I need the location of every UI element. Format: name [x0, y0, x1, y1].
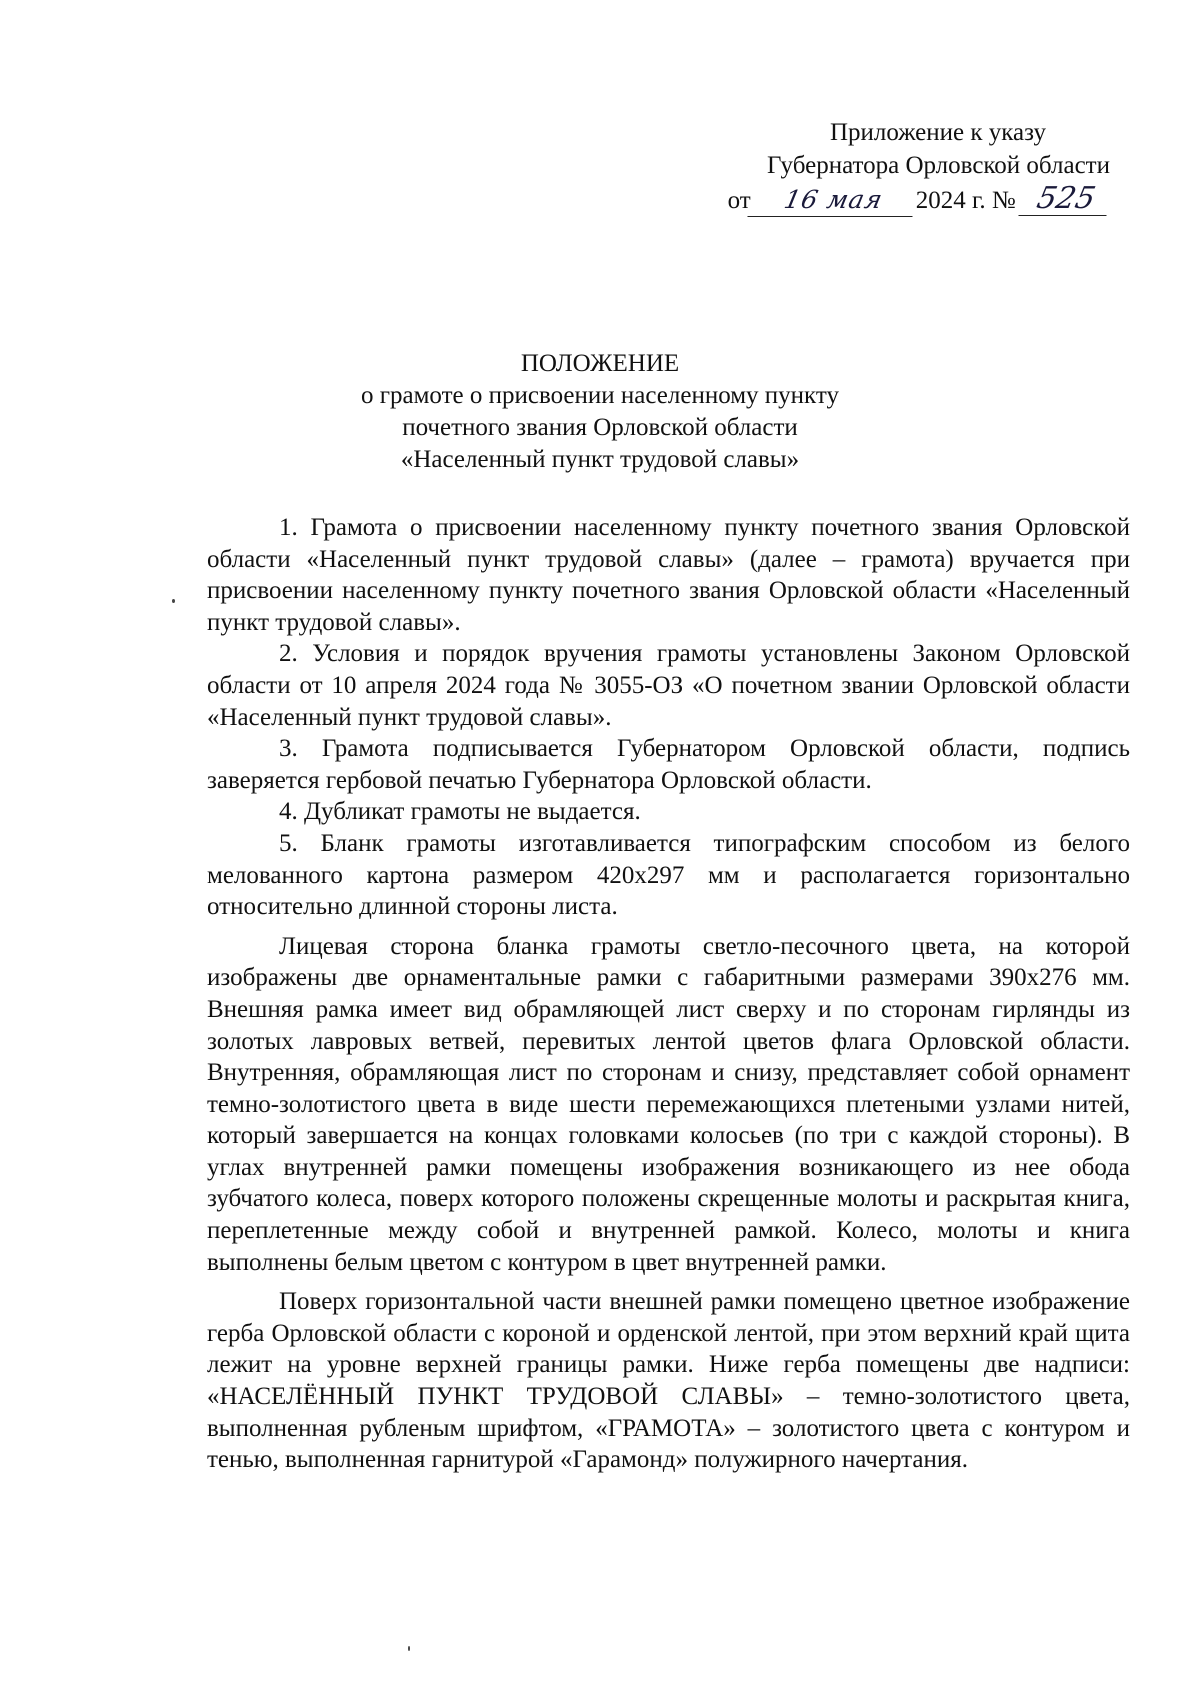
appendix-line-1: Приложение к указу [829, 119, 1046, 146]
handwritten-number: 525 [1018, 182, 1113, 216]
paragraph-2: 2. Условия и порядок вручения грамоты установлены Законом Орловской области от 10 апреля 2024 года № 3055-ОЗ «О почетном звании Орловской области «Населенный пункт трудовой славы». [207, 640, 1130, 731]
handwritten-date: 16 мая [747, 183, 919, 217]
document-body [207, 512, 1130, 1476]
date-prefix: от [727, 187, 751, 214]
document-subtitle-line-2: почетного звания Орловской области [402, 414, 798, 441]
scan-speck [172, 599, 175, 603]
appendix-date-line [620, 182, 1110, 217]
document-subtitle-line-1: о грамоте о присвоении населенному пункту [361, 382, 839, 409]
document-title: ПОЛОЖЕНИЕ [520, 350, 680, 377]
appendix-header [620, 116, 1110, 217]
paragraph-7: Поверх горизонтальной части внешней рамки помещено цветное изображение герба Орловской области с короной и орденской лентой, при этом верхний край щита лежит на уровне верхней границы рамки. Ниже герба помещены две надписи: «НАСЕЛЁННЫЙ ПУНКТ ТРУДОВОЙ СЛАВЫ» – темно-золотистого цвета, выполненная рубленым шрифтом, «ГРАМОТА» – золотистого цвета с контуром и тенью, выполненная гарнитурой «Гарамонд» полужирного начертания. [207, 1288, 1130, 1474]
date-year: 2024 г. № [915, 187, 1016, 214]
paragraph-4: 4. Дубликат грамоты не выдается. [279, 798, 641, 826]
paragraph-5: 5. Бланк грамоты изготавливается типографским способом из белого мелованного картона размером 420x297 мм и располагается горизонтально относительно длинной стороны листа. [207, 829, 1130, 921]
document-title-block [250, 348, 950, 476]
document-subtitle-line-3: «Населенный пункт трудовой славы» [400, 446, 800, 473]
paragraph-1: 1. Грамота о присвоении населенному пункту почетного звания Орловской области «Населенный пункт трудовой славы» (далее – грамота) вручается при присвоении населенному пункту почетного звания Орловской области «Населенный пункт трудовой славы». [207, 514, 1130, 636]
scan-speck [408, 1646, 410, 1651]
paragraph-3: 3. Грамота подписывается Губернатором Орловской области, подпись заверяется гербовой печатью Губернатора Орловской области. [207, 735, 1130, 794]
appendix-line-2: Губернатора Орловской области [767, 152, 1110, 179]
paragraph-6: Лицевая сторона бланка грамоты светло-песочного цвета, на которой изображены две орнаментальные рамки с габаритными размерами 390x276 мм. Внешняя рамка имеет вид обрамляющей лист сверху и по сторонам гирлянды из золотых лавровых ветвей, перевитых лентой цветов флага Орловской области. Внутренняя, обрамляющая лист по сторонам и снизу, представляет собой орнамент темно-золотистого цвета в виде шести перемежающихся плетеными узлами нитей, который завершается на концах головками колосьев (по три с каждой стороны). В углах внутренней рамки помещены изображения возникающего из нее обода зубчатого колеса, поверх которого положены скрещенные молоты и раскрытая книга, переплетенные между собой и внутренней рамкой. Колесо, молоты и книга выполнены белым цветом с контуром в цвет внутренней рамки. [207, 932, 1130, 1276]
